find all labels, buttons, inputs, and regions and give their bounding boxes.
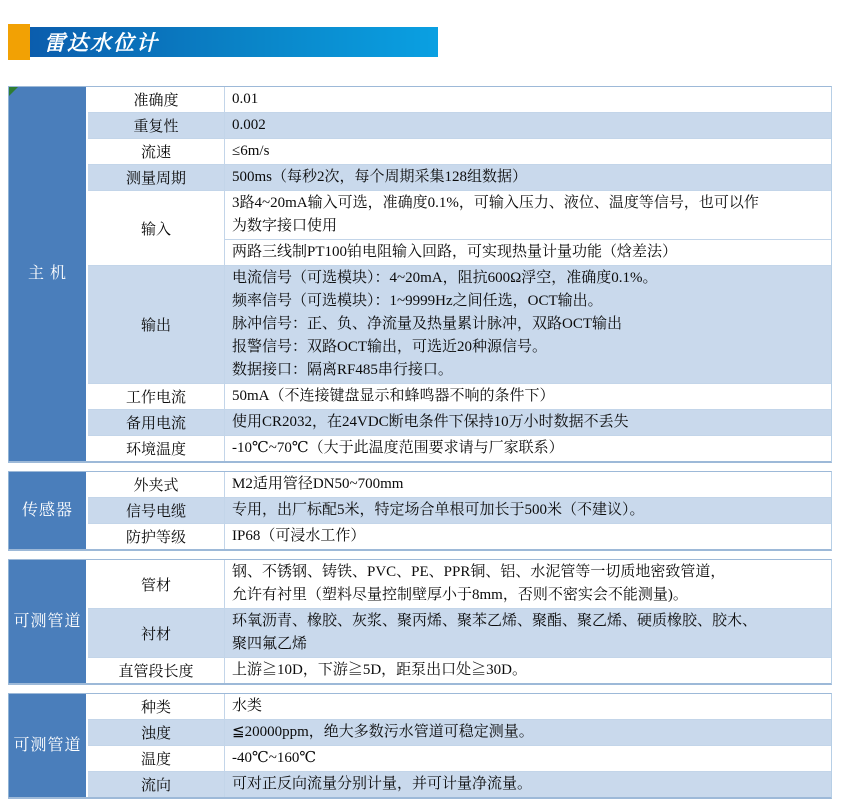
value-line: 钢、不锈钢、铸铁、PVC、PE、PPR铜、铝、水泥管等一切质地密致管道， <box>232 564 726 580</box>
row-label: 信号电缆 <box>88 498 225 523</box>
spec-section-0 <box>8 86 832 463</box>
table-row <box>88 694 831 719</box>
value-line: 专用，出厂标配5米，特定场合单根可加长于500米（不建议）。 <box>232 502 645 518</box>
row-label: 温度 <box>88 746 225 771</box>
value-line: 上游≧10D，下游≧5D，距泵出口处≧30D。 <box>232 662 527 678</box>
row-values <box>225 694 831 719</box>
value-line: 脉冲信号：正、负、净流量及热量累计脉冲，双路OCT输出 <box>232 316 623 332</box>
value-line: -10℃~70℃（大于此温度范围要求请与厂家联系） <box>232 440 564 456</box>
table-row <box>88 523 831 549</box>
row-label: 备用电流 <box>88 410 225 435</box>
row-values <box>225 498 831 523</box>
table-row <box>88 745 831 771</box>
page-title: 雷达水位计 <box>44 32 159 55</box>
table-row <box>88 138 831 164</box>
value-cell <box>225 87 831 112</box>
row-label: 种类 <box>88 694 225 719</box>
value-line: 500ms（每秒2次，每个周期采集128组数据） <box>232 169 528 185</box>
row-label: 流速 <box>88 139 225 164</box>
row-values <box>225 191 831 265</box>
value-line: 为数字接口使用 <box>232 218 338 234</box>
row-values <box>225 772 831 797</box>
spec-table <box>8 86 832 807</box>
value-cell <box>225 694 831 719</box>
row-values <box>225 113 831 138</box>
value-line: 水类 <box>232 698 263 714</box>
row-values <box>225 139 831 164</box>
value-line: 可对正反向流量分别计量，并可计量净流量。 <box>232 776 533 792</box>
table-row <box>88 771 831 797</box>
value-line: 允许有衬里（塑料尽量控制壁厚小于8mm，否则不密实会不能测量)。 <box>232 587 688 603</box>
value-line: 电流信号（可选模块）：4~20mA，阻抗600Ω浮空，准确度0.1%。 <box>232 270 658 286</box>
value-line: 50mA（不连接键盘显示和蜂鸣器不响的条件下） <box>232 388 555 404</box>
table-row <box>88 87 831 112</box>
section-rows <box>88 472 831 549</box>
value-line: -40℃~160℃ <box>232 750 317 766</box>
row-values <box>225 524 831 549</box>
spec-section-2 <box>8 559 832 685</box>
row-label: 外夹式 <box>88 472 225 497</box>
value-cell <box>225 524 831 549</box>
value-line: 报警信号：双路OCT输出，可选近20种源信号。 <box>232 339 548 355</box>
value-cell <box>225 165 831 190</box>
value-cell <box>225 384 831 409</box>
row-values <box>225 472 831 497</box>
value-cell <box>225 139 831 164</box>
row-values <box>225 165 831 190</box>
row-label: 直管段长度 <box>88 658 225 683</box>
value-cell <box>225 472 831 497</box>
section-rows <box>88 694 831 797</box>
table-row <box>88 657 831 683</box>
row-label: 工作电流 <box>88 384 225 409</box>
row-label: 管材 <box>88 560 225 608</box>
value-cell <box>225 560 831 608</box>
value-line: IP68（可浸水工作） <box>232 528 366 544</box>
row-values <box>225 410 831 435</box>
row-values <box>225 87 831 112</box>
row-label: 防护等级 <box>88 524 225 549</box>
value-cell <box>225 410 831 435</box>
section-rows <box>88 87 831 461</box>
table-row <box>88 383 831 409</box>
value-cell <box>225 436 831 461</box>
spec-section-1 <box>8 471 832 551</box>
value-cell <box>225 746 831 771</box>
value-cell <box>225 191 831 239</box>
row-values <box>225 560 831 608</box>
value-cell <box>225 498 831 523</box>
section-rows <box>88 560 831 683</box>
row-label: 流向 <box>88 772 225 797</box>
table-row <box>88 265 831 383</box>
row-label: 输出 <box>88 266 225 383</box>
value-line: 0.01 <box>232 91 259 107</box>
value-line: 0.002 <box>232 117 266 133</box>
row-values <box>225 746 831 771</box>
row-label: 重复性 <box>88 113 225 138</box>
value-line: ≤6m/s <box>232 143 270 159</box>
value-cell <box>225 658 831 683</box>
table-row <box>88 560 831 608</box>
row-label: 环境温度 <box>88 436 225 461</box>
row-label: 浊度 <box>88 720 225 745</box>
row-values <box>225 384 831 409</box>
value-line: 频率信号（可选模块）：1~9999Hz之间任选，OCT输出。 <box>232 293 603 309</box>
row-label: 衬材 <box>88 609 225 657</box>
row-label: 准确度 <box>88 87 225 112</box>
value-line: 两路三线制PT100铂电阻输入回路，可实现热量计量功能（焓差法） <box>232 244 678 260</box>
table-row <box>88 497 831 523</box>
title-bar <box>30 27 438 57</box>
page-header-banner <box>8 24 438 60</box>
value-line: 3路4~20mA输入可选，准确度0.1%，可输入压力、液位、温度等信号，也可以作 <box>232 195 759 211</box>
value-cell <box>225 239 831 265</box>
value-cell <box>225 113 831 138</box>
row-label: 测量周期 <box>88 165 225 190</box>
table-row <box>88 164 831 190</box>
table-row <box>88 112 831 138</box>
spec-section-3 <box>8 693 832 799</box>
table-row <box>88 409 831 435</box>
value-line: ≦20000ppm，绝大多数污水管道可稳定测量。 <box>232 724 534 740</box>
table-row <box>88 435 831 461</box>
row-values <box>225 658 831 683</box>
table-row <box>88 190 831 265</box>
section-label: 传感器 <box>8 472 88 549</box>
section-label: 可测管道 <box>8 560 88 683</box>
row-values <box>225 609 831 657</box>
section-label: 可测管道 <box>8 694 88 797</box>
value-cell <box>225 609 831 657</box>
value-cell <box>225 266 831 383</box>
value-cell <box>225 772 831 797</box>
table-row <box>88 719 831 745</box>
row-values <box>225 436 831 461</box>
value-cell <box>225 720 831 745</box>
row-values <box>225 720 831 745</box>
value-line: 聚四氟乙烯 <box>232 636 308 652</box>
row-label: 输入 <box>88 191 225 265</box>
value-line: 数据接口：隔离RF485串行接口。 <box>232 362 453 378</box>
orange-accent-block <box>8 24 30 60</box>
section-label: 主 机 <box>8 87 88 461</box>
value-line: 环氧沥青、橡胶、灰浆、聚丙烯、聚苯乙烯、聚酯、聚乙烯、硬质橡胶、胶木、 <box>232 613 758 629</box>
table-row <box>88 472 831 497</box>
note-marker-icon <box>9 87 18 96</box>
value-line: M2适用管径DN50~700mm <box>232 476 404 492</box>
value-line: 使用CR2032，在24VDC断电条件下保持10万小时数据不丢失 <box>232 414 629 430</box>
row-values <box>225 266 831 383</box>
table-row <box>88 608 831 657</box>
